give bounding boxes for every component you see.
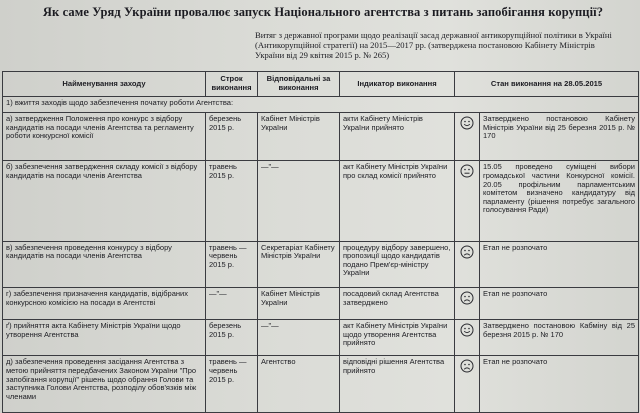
deadline-cell: березень 2015 р. xyxy=(206,113,258,161)
responsible-cell: —"— xyxy=(258,319,340,355)
section-label: 1) вжиття заходів щодо забезпечення початку роботи Агентства: xyxy=(3,97,639,113)
face-cell xyxy=(455,241,480,287)
neutral-face-icon xyxy=(458,163,476,178)
face-cell xyxy=(455,319,480,355)
status-cell: Затверджено постановою Кабміну від 25 березня 2015 р. № 170 xyxy=(480,319,639,355)
header-deadline: Строк виконання xyxy=(206,72,258,97)
deadline-cell: —"— xyxy=(206,288,258,320)
measure-cell: г) забезпечення призначення кандидатів, відібраних конкурсною комісією на посади в Агентстві xyxy=(3,288,206,320)
face-cell xyxy=(455,356,480,413)
responsible-cell: Секретаріат Кабінету Міністрів України xyxy=(258,241,340,287)
table-row xyxy=(3,288,639,320)
table-row xyxy=(3,241,639,287)
face-cell xyxy=(455,288,480,320)
indicator-cell: акт Кабінету Міністрів України щодо утворення Агентства прийнято xyxy=(340,319,455,355)
indicator-cell: акти Кабінету Міністрів України прийнято xyxy=(340,113,455,161)
status-cell: 15.05 проведено суміщені вибори громадської частини Конкурсної комісії. 20.05 профільним парламентським комітетом визначено кандидатуру від парламенту (рішення потребує загального голосування Ради) xyxy=(480,161,639,241)
header-responsible: Відповідальні за виконання xyxy=(258,72,340,97)
header-indicator: Індикатор виконання xyxy=(340,72,455,97)
smile-face-icon xyxy=(458,115,476,130)
indicator-cell: акт Кабінету Міністрів України про склад комісії прийнято xyxy=(340,161,455,241)
document-subtitle: Витяг з державної програми щодо реалізації засад державної антикорупційної політики в Україні (Антикорупційної стратегії) на 2015—2017 рр. (затверджена постановою Кабінету Міністрів України від 29 квітня 2015 р. № 265) xyxy=(255,30,612,61)
status-cell: Затверджено постановою Кабінету Міністрів України від 25 березня 2015 р. № 170 xyxy=(480,113,639,161)
table-row xyxy=(3,319,639,355)
program-table xyxy=(2,71,639,413)
face-cell xyxy=(455,113,480,161)
header-status: Стан виконання на 28.05.2015 xyxy=(455,72,639,97)
face-cell xyxy=(455,161,480,241)
deadline-cell: травень 2015 р. xyxy=(206,161,258,241)
table-header-row xyxy=(3,72,639,97)
deadline-cell: березень 2015 р. xyxy=(206,319,258,355)
header-measure: Найменування заходу xyxy=(3,72,206,97)
table-row xyxy=(3,356,639,413)
deadline-cell: травень — червень 2015 р. xyxy=(206,356,258,413)
responsible-cell: Кабінет Міністрів України xyxy=(258,288,340,320)
status-cell: Етап не розпочато xyxy=(480,356,639,413)
measure-cell: а) затвердження Положення про конкурс з відбору кандидатів на посади членів Агентства та регламенту роботи конкурсної комісії xyxy=(3,113,206,161)
indicator-cell: відповідні рішення Агентства прийнято xyxy=(340,356,455,413)
sad-face-icon xyxy=(458,358,476,373)
responsible-cell: Агентство xyxy=(258,356,340,413)
smile-face-icon xyxy=(458,322,476,337)
indicator-cell: посадовий склад Агентства затверджено xyxy=(340,288,455,320)
document-title: Як саме Уряд України провалює запуск Національного агентства з питань запобігання корупції? xyxy=(42,5,604,19)
measure-cell: д) забезпечення проведення засідання Агентства з метою прийняття передбачених Законом України "Про запобігання корупції" рішень щодо обрання Голови та заступника Голови Агентства, розподілу обов'язків між членами xyxy=(3,356,206,413)
responsible-cell: —"— xyxy=(258,161,340,241)
status-cell: Етап не розпочато xyxy=(480,241,639,287)
deadline-cell: травень — червень 2015 р. xyxy=(206,241,258,287)
sad-face-icon xyxy=(458,290,476,305)
table-row xyxy=(3,161,639,241)
status-cell: Етап не розпочато xyxy=(480,288,639,320)
responsible-cell: Кабінет Міністрів України xyxy=(258,113,340,161)
measure-cell: ґ) прийняття акта Кабінету Міністрів України щодо утворення Агентства xyxy=(3,319,206,355)
measure-cell: б) забезпечення затвердження складу комісії з відбору кандидатів на посади членів Агентства xyxy=(3,161,206,241)
sad-face-icon xyxy=(458,244,476,259)
section-row xyxy=(3,97,639,113)
measure-cell: в) забезпечення проведення конкурсу з відбору кандидатів на посади членів Агентства xyxy=(3,241,206,287)
indicator-cell: процедуру відбору завершено, пропозиції щодо кандидатів подано Прем'єр-міністру України xyxy=(340,241,455,287)
table-row xyxy=(3,113,639,161)
